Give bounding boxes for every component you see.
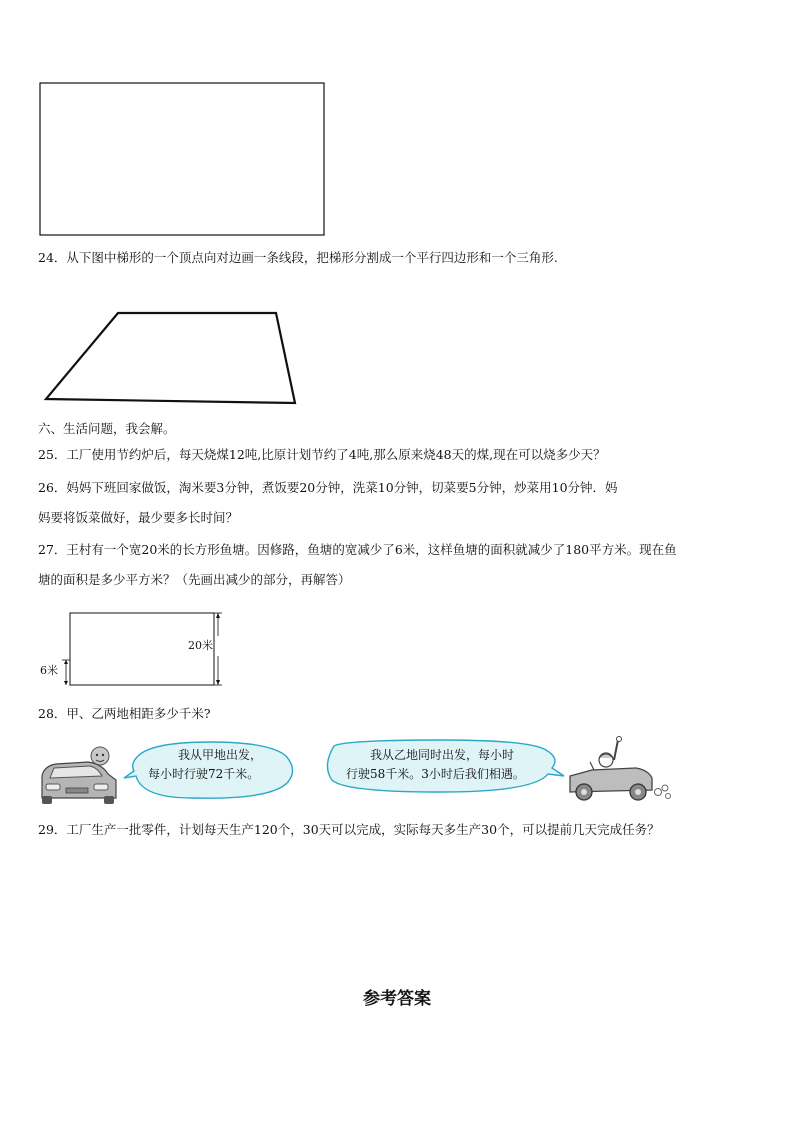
bubble-right-line1: 我从乙地同时出发，每小时: [370, 748, 515, 762]
bubble-right-line2: 行驶58千米。3小时后我们相遇。: [346, 767, 525, 781]
question-26-line2: 妈要将饭菜做好，最少要多长时间？: [38, 510, 239, 525]
section-heading: 六、生活问题，我会解。: [38, 421, 176, 436]
question-24: 24．从下图中梯形的一个顶点向对边画一条线段，把梯形分割成一个平行四边形和一个三角形.: [38, 250, 558, 265]
bubble-left-line1: 我从甲地出发，: [178, 748, 263, 762]
trapezoid-figure: [40, 308, 302, 408]
reduce-label-6m: 6米: [40, 664, 58, 677]
question-26-line1: 26．妈妈下班回家做饭，淘米要3分钟，煮饭要20分钟，洗菜10分钟，切菜要5分钟，炒菜用10分钟．妈: [38, 480, 618, 495]
question-27-line1: 27．王村有一个宽20米的长方形鱼塘。因修路，鱼塘的宽减少了6米，这样鱼塘的面积就减少了180平方米。现在鱼: [38, 542, 677, 557]
question-28: 28．甲、乙两地相距多少千米?: [38, 706, 211, 721]
bubble-left-line2: 每小时行驶72千米。: [148, 767, 260, 781]
answers-title: 参考答案: [363, 989, 431, 1009]
question-29: 29．工厂生产一批零件，计划每天生产120个，30天可以完成，实际每天多生产30个，可以提前几天完成任务？: [38, 822, 660, 837]
car-right-illustration: [566, 736, 674, 806]
question-27-line2: 塘的面积是多少平方米？（先画出减少的部分，再解答）: [38, 572, 351, 587]
question-25: 25．工厂使用节约炉后，每天烧煤12吨,比原计划节约了4吨,那么原来烧48天的煤,现在可以烧多少天？: [38, 447, 606, 462]
width-label-20m: 20米: [188, 639, 213, 652]
car-left-illustration: [36, 740, 128, 806]
blank-rectangle-figure: [38, 81, 328, 239]
